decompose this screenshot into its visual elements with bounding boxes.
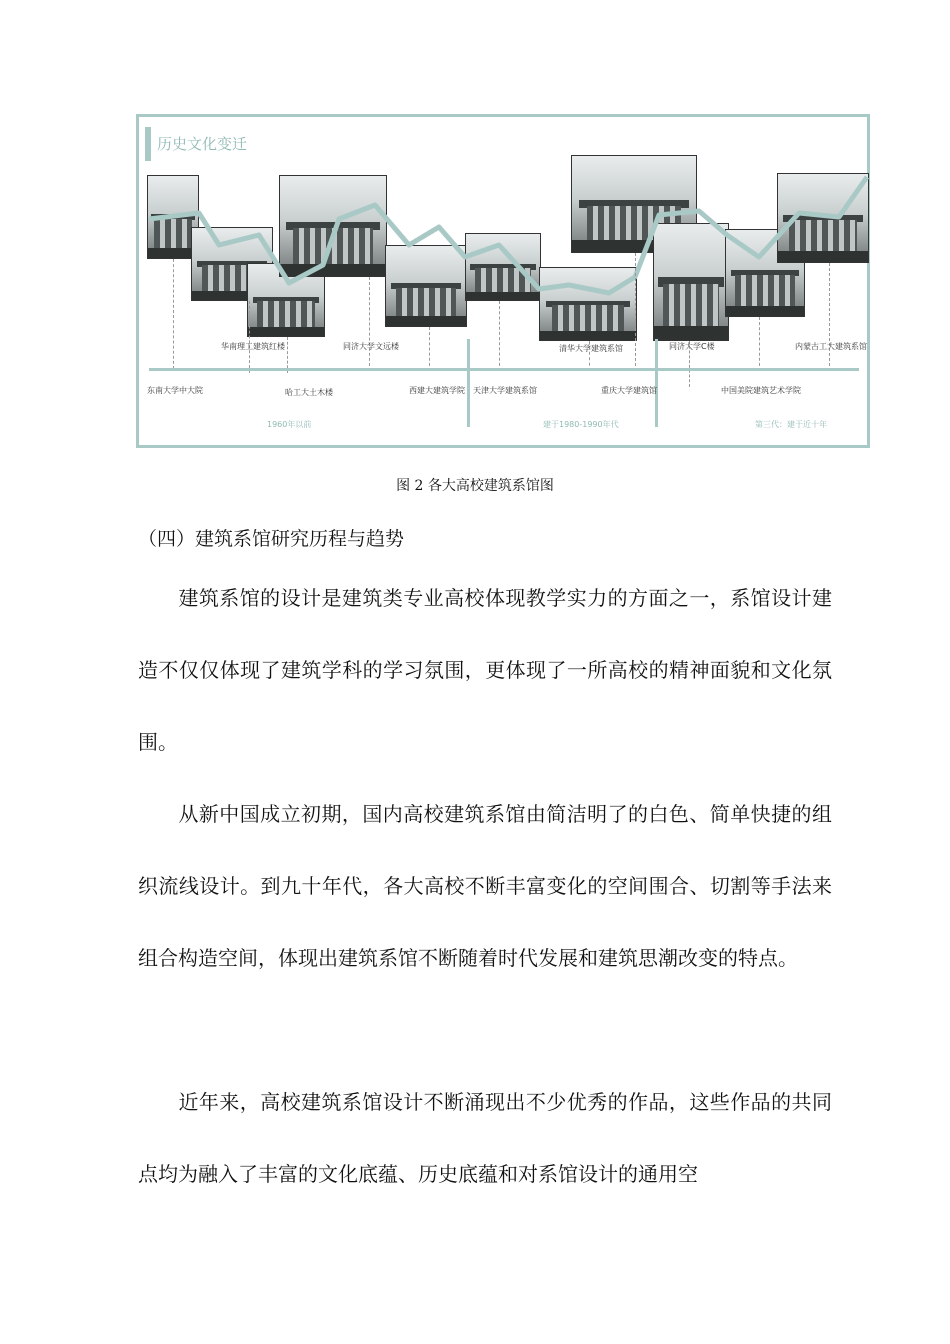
era-divider: [655, 339, 658, 427]
label-hagong: 哈工大土木楼: [285, 388, 333, 397]
connector: [829, 263, 830, 371]
label-chongqing: 重庆大学建筑馆: [601, 386, 657, 395]
figure-caption: 图 2 各大高校建筑系馆图: [396, 478, 554, 494]
label-dongnan: 东南大学中大院: [147, 386, 203, 395]
paragraph-2-text: 从新中国成立初期，国内高校建筑系馆由简洁明了的白色、简单快捷的组织流线设计。到九十年代，各大高校不断丰富变化的空间围合、切割等手法来组合构造空间，体现出建筑系馆不断随着时代发展和建筑思潮改变的特点。: [138, 802, 832, 970]
era-label-3: 第三代：建于近十年: [755, 420, 827, 429]
photo-tongji-c: [653, 223, 729, 341]
connector: [759, 317, 760, 371]
paragraph-1-text: 建筑系馆的设计是建筑类专业高校体现教学实力的方面之一，系馆设计建造不仅仅体现了建筑学科的学习氛围，更体现了一所高校的精神面貌和文化氛围。: [138, 586, 832, 754]
label-huanan: 华南理工建筑红楼: [221, 342, 285, 351]
label-tongji-c: 同济大学C楼: [669, 342, 715, 351]
era-label-1: 1960年以前: [267, 420, 312, 429]
figure-title: 历史文化变迁: [145, 127, 257, 161]
label-tongji-wenyuan: 同济大学文远楼: [343, 342, 399, 351]
photo-neimenggu: [777, 173, 869, 263]
connector: [173, 259, 174, 369]
label-zhongguo-meiyuan: 中国美院建筑艺术学院: [721, 386, 801, 395]
connector: [369, 277, 370, 371]
timeline-axis: [149, 368, 859, 371]
photo-xijian: [385, 245, 467, 327]
photo-tianjin: [465, 233, 541, 301]
connector: [635, 253, 636, 371]
label-tianjin: 天津大学建筑系馆: [473, 386, 537, 395]
architecture-history-figure: [136, 114, 870, 448]
era-label-2: 建于1980-1990年代: [543, 420, 619, 429]
connector: [499, 301, 500, 371]
label-neimenggu: 内蒙古工大建筑系馆: [795, 342, 867, 351]
connector: [249, 301, 250, 373]
paragraph-3: [138, 1066, 832, 1210]
photo-qinghua: [539, 267, 637, 341]
label-xijian: 西建大建筑学院: [409, 386, 465, 395]
connector: [429, 327, 430, 371]
paragraph-2: [138, 778, 832, 994]
era-divider: [467, 339, 470, 427]
label-qinghua: 清华大学建筑系馆: [559, 344, 623, 353]
paragraph-3-text: 近年来，高校建筑系馆设计不断涌现出不少优秀的作品，这些作品的共同点均为融入了丰富的文化底蕴、历史底蕴和对系馆设计的通用空: [138, 1090, 832, 1186]
photo-tongji-wenyuan: [279, 175, 387, 277]
section-heading: （四）建筑系馆研究历程与趋势: [138, 528, 405, 550]
paragraph-1: [138, 562, 832, 778]
